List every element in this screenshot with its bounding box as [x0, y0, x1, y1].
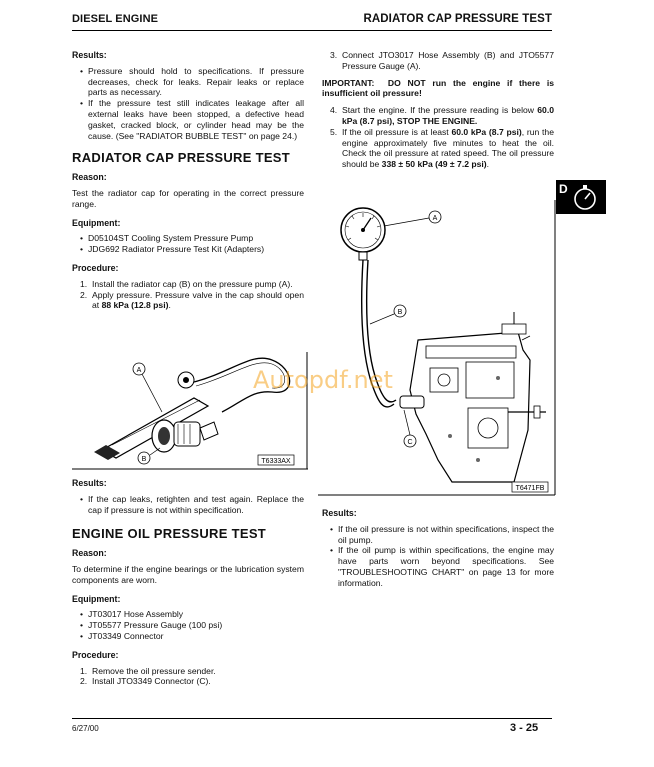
step-5 [322, 127, 554, 170]
pressure-gauge-icon [341, 208, 385, 260]
step-5-bold-2: 338 ± 50 kPa (49 ± 7.2 psi) [381, 159, 487, 170]
step-3-number: 3. [330, 50, 338, 60]
procedure1-heading: Procedure: [72, 262, 119, 273]
figure1-label-a: A [136, 367, 142, 374]
procedure1-step-1-text: Install the radiator cap (B) on the pressure pump (A). [92, 278, 293, 289]
step-5-number: 5. [330, 126, 338, 137]
equipment2-item-3: • JT03349 Connector [72, 631, 304, 642]
step-5-text-mid: , run the engine approximately five minutes to heat the oil. Check the oil pressure at rated speed. The oil pressure should be [342, 126, 554, 170]
step-5-text-pre: If the oil pressure is at least [342, 126, 452, 137]
radiator-cap-icon [152, 420, 218, 452]
procedure1-step-2-bold: 88 kPa (12.8 psi) [101, 300, 169, 311]
equipment2-item-1: • JT03017 Hose Assembly [72, 609, 304, 620]
section-tab-letter: D [559, 182, 568, 196]
figure1-label-b: B [141, 456, 147, 463]
important-label: IMPORTANT: [322, 77, 375, 88]
procedure2-step-2-number: 2. [80, 676, 88, 687]
step-3 [322, 50, 554, 72]
footer-date: 6/27/00 [72, 724, 99, 733]
figure2-code: T6471FB [515, 485, 545, 492]
results-heading: Results: [322, 508, 357, 518]
procedure1-step-2-text-post: . [168, 300, 171, 311]
section2-title: ENGINE OIL PRESSURE TEST [72, 526, 267, 542]
left-column-bottom [72, 478, 304, 687]
results2-item-1: • If the cap leaks, retighten and test again. Replace the cap if pressure is not within specification. [72, 494, 304, 516]
procedure2-step-1-number: 1. [80, 665, 88, 676]
figure2-label-a: A [432, 215, 438, 222]
equipment2-item-2: • JT05577 Pressure Gauge (100 psi) [72, 620, 304, 631]
step-4-number: 4. [330, 105, 338, 116]
procedure1-step-1 [72, 279, 304, 290]
figure1-code: T6333AX [261, 458, 291, 465]
results-item-1: • If the oil pressure is not within specifications, inspect the oil pump. [322, 524, 554, 546]
watermark: Autopdf.net [253, 366, 393, 394]
procedure1-step-2-text-pre: Apply pressure. Pressure valve in the cap should open at [92, 289, 304, 311]
right-column-top [322, 50, 554, 170]
reason1-text: Test the radiator cap for operating in the correct pressure range. [72, 187, 304, 209]
important-note [322, 78, 554, 100]
reason2-heading: Reason: [72, 548, 107, 559]
figure2-label-b: B [397, 309, 403, 316]
procedure2-step-1 [72, 666, 304, 677]
section1-title: RADIATOR CAP PRESSURE TEST [72, 150, 290, 166]
equipment1-item-2: • JDG692 Radiator Pressure Test Kit (Adapters) [72, 244, 304, 255]
section-tab [556, 180, 606, 214]
procedure2-step-2 [72, 676, 304, 687]
equipment2-heading: Equipment: [72, 593, 121, 604]
results-item-2: • If the oil pump is within specifications, the engine may have parts worn beyond specifications. See "TROUBLESHOOTING CHART" on page 13 for more information. [322, 545, 554, 588]
results1-item-1: • Pressure should hold to specifications. If pressure decreases, check for leaks. Repair leaks or replace parts as necessary. [72, 66, 304, 98]
results1-item-2: • If the pressure test still indicates leakage after all external leaks have been stopped, a defective head gasket, cracked block, or cylinder head may be the cause. (See "RADIATOR BUBBLE TEST" on page 24.) [72, 98, 304, 141]
results1-heading: Results: [72, 50, 107, 60]
procedure2-heading: Procedure: [72, 649, 119, 660]
important-text: DO NOT run the engine if there is insufficient oil pressure! [322, 77, 554, 99]
equipment1-heading: Equipment: [72, 217, 121, 228]
engine-block-icon [400, 312, 546, 482]
equipment1-item-1: • D05104ST Cooling System Pressure Pump [72, 233, 304, 244]
engine-gauge-icon [562, 182, 604, 212]
procedure1-step-2 [72, 290, 304, 312]
right-column-bottom [322, 508, 554, 589]
procedure1-step-2-number: 2. [80, 289, 88, 300]
reason1-heading: Reason: [72, 172, 107, 183]
step-4-bold: 60.0 kPa (8.7 psi), STOP THE ENGINE. [342, 105, 554, 126]
footer-rule [72, 718, 552, 719]
procedure2-step-1-text: Remove the oil pressure sender. [92, 665, 216, 676]
figure2-label-c: C [407, 439, 413, 446]
reason2-text: To determine if the engine bearings or the lubrication system components are worn. [72, 563, 304, 585]
step-3-text: Connect JTO3017 Hose Assembly (B) and JTO5577 Pressure Gauge (A). [342, 50, 554, 71]
step-5-bold-1: 60.0 kPa (8.7 psi) [451, 126, 522, 137]
step-4-text-pre: Start the engine. If the pressure reading is below [342, 105, 538, 116]
header-right: RADIATOR CAP PRESSURE TEST [363, 13, 552, 25]
step-4 [322, 105, 554, 127]
left-column-top [72, 50, 304, 311]
step-5-text-post: . [486, 159, 490, 170]
procedure2-step-2-text: Install JTO3349 Connector (C). [92, 676, 211, 687]
procedure1-step-1-number: 1. [80, 278, 88, 289]
figure-oil-pressure-gauge [318, 200, 556, 496]
header-left: DIESEL ENGINE [72, 13, 159, 25]
results2-heading: Results: [72, 478, 107, 488]
header-rule [72, 30, 552, 31]
page-number: 3 - 25 [510, 722, 539, 734]
